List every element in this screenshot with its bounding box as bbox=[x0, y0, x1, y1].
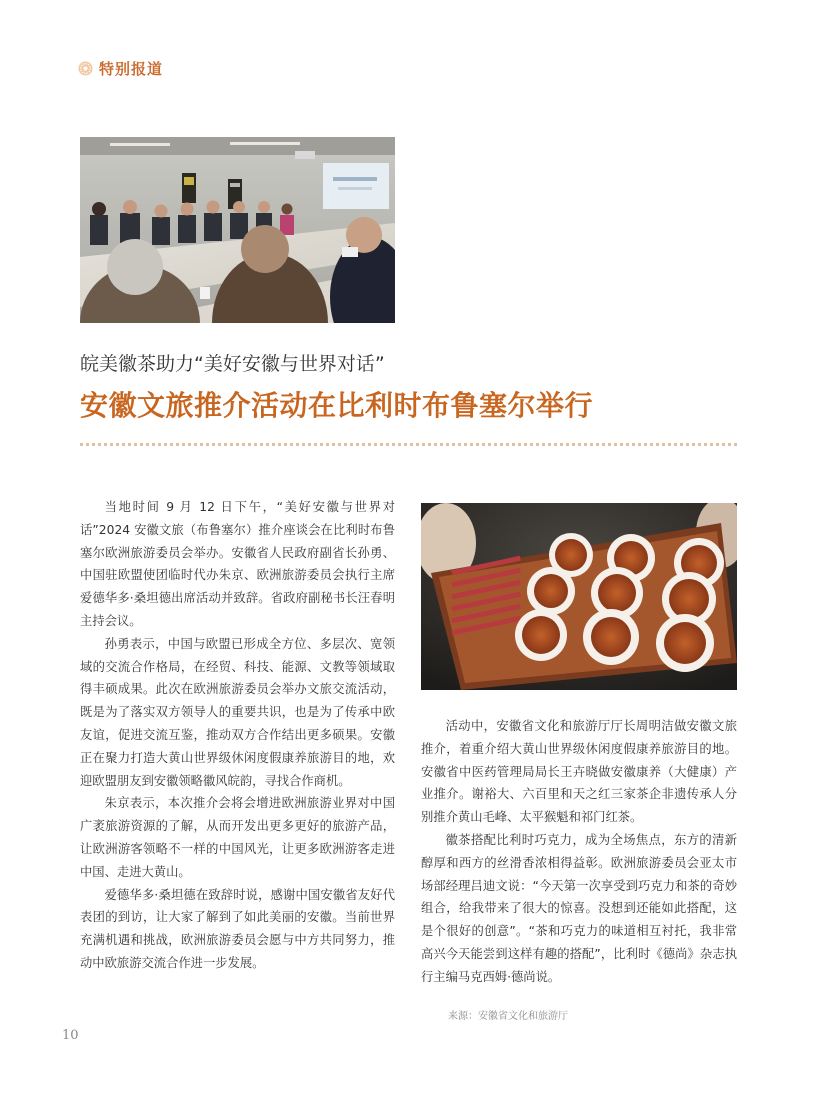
meeting-room-photo bbox=[80, 137, 395, 323]
section-label: 特别报道 bbox=[99, 59, 164, 78]
section-tag bbox=[78, 57, 163, 79]
page-number: 10 bbox=[62, 1028, 79, 1043]
article-paragraph: 孙勇表示，中国与欧盟已形成全方位、多层次、宽领域的交流合作格局，在经贸、科技、能源、文教等领域取得丰硕成果。此次在欧洲旅游委员会举办文旅交流活动，既是为了落实双方领导人的重要共识，也是为了传承中欧友谊，促进交流互鉴，推动双方合作结出更多硕果。安徽正在聚力打造大黄山世界级休闲度假康养旅游目的地，欢迎欧盟朋友到安徽领略徽风皖韵，寻找合作商机。 bbox=[80, 636, 395, 788]
tea-cups-tray-photo bbox=[421, 503, 737, 690]
article-paragraph: 活动中，安徽省文化和旅游厅厅长周明洁做安徽文旅推介，着重介绍大黄山世界级休闲度假康养旅游目的地。安徽省中医药管理局局长王卉晓做安徽康养（大健康）产业推介。谢裕大、六百里和天之红三家茶企非遗传承人分别推介黄山毛峰、太平猴魁和祁门红茶。 bbox=[421, 719, 737, 825]
article-paragraph: 当地时间 9 月 12 日下午，“美好安徽与世界对话”2024 安徽文旅（布鲁塞尔）推介座谈会在比利时布鲁塞尔欧洲旅游委员会举办。安徽省人民政府副省长孙勇、中国驻欧盟使团临时代办朱京、欧洲旅游委员会执行主席爱德华多·桑坦德出席活动并致辞。省政府副秘书长汪春明主持会议。 bbox=[80, 500, 395, 628]
headline-divider bbox=[80, 443, 737, 446]
headline-title: 安徽文旅推介活动在比利时布鲁塞尔举行 bbox=[80, 389, 594, 422]
article-paragraph: 徽茶搭配比利时巧克力，成为全场焦点，东方的清新醇厚和西方的丝滑香浓相得益彰。欧洲旅游委员会亚太市场部经理吕迪文说：“今天第一次享受到巧克力和茶的奇妙组合，给我带来了很大的惊喜。没想到还能如此搭配，这是个很好的创意”。“茶和巧克力的味道相互衬托，我非常高兴今天能尝到这样有趣的搭配”，比利时《德尚》杂志执行主编马克西姆·德尚说。 bbox=[421, 832, 737, 984]
article-source: 来源：安徽省文化和旅游厅 bbox=[448, 1011, 568, 1022]
ornament-circle-icon bbox=[78, 61, 93, 76]
article-column-left bbox=[80, 496, 395, 975]
headline-subtitle: 皖美徽茶助力“美好安徽与世界对话” bbox=[80, 353, 385, 375]
article-paragraph: 朱京表示，本次推介会将会增进欧洲旅游业界对中国广袤旅游资源的了解，从而开发出更多更好的旅游产品，让欧洲游客领略不一样的中国风光，让更多欧洲游客走进中国、走进大黄山。 bbox=[80, 796, 395, 879]
article-column-right bbox=[421, 715, 737, 989]
article-paragraph: 爱德华多·桑坦德在致辞时说，感谢中国安徽省友好代表团的到访，让大家了解到了如此美丽的安徽。当前世界充满机遇和挑战，欧洲旅游委员会愿与中方共同努力，推动中欧旅游交流合作进一步发展。 bbox=[80, 887, 395, 970]
